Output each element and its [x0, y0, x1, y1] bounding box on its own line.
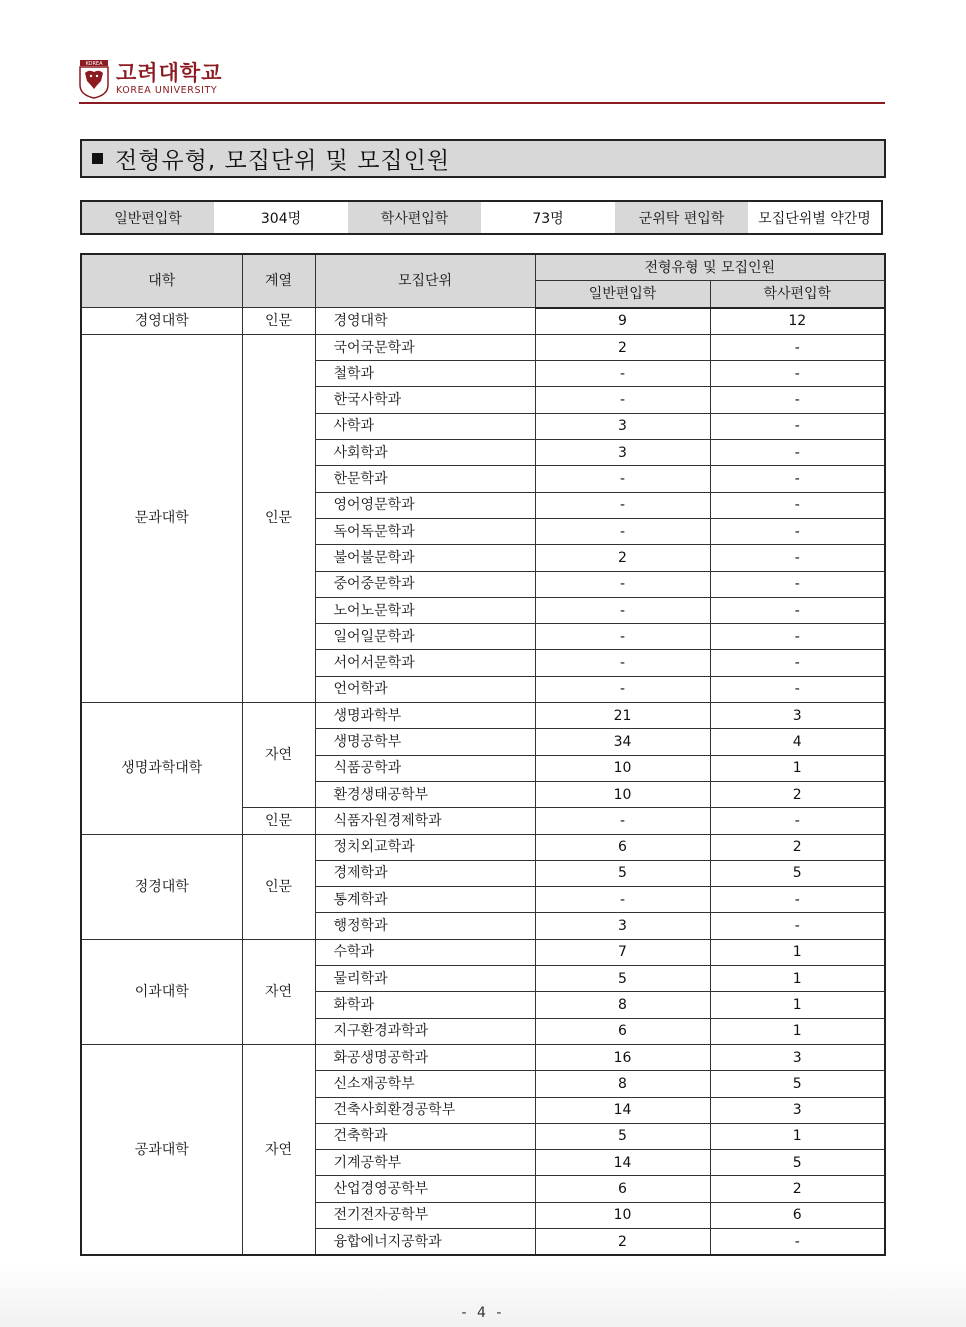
- bachelor-count-cell: -: [710, 808, 885, 834]
- unit-cell: 환경생태공학부: [315, 781, 535, 807]
- bachelor-count-cell: 2: [710, 781, 885, 807]
- college-cell: 생명과학대학: [81, 703, 242, 834]
- bachelor-count-cell: 5: [710, 1150, 885, 1176]
- general-count-cell: 3: [535, 440, 710, 466]
- header-bachelor-transfer: 학사편입학: [710, 281, 885, 308]
- bachelor-count-cell: 5: [710, 1071, 885, 1097]
- general-count-cell: -: [535, 650, 710, 676]
- bachelor-transfer-label: 학사편입학: [348, 201, 481, 234]
- general-count-cell: -: [535, 361, 710, 387]
- unit-cell: 수학과: [315, 939, 535, 965]
- bachelor-count-cell: -: [710, 913, 885, 939]
- bachelor-count-cell: 2: [710, 834, 885, 860]
- track-cell: 자연: [242, 1044, 315, 1255]
- bachelor-count-cell: -: [710, 624, 885, 650]
- bachelor-count-cell: -: [710, 518, 885, 544]
- unit-cell: 식품자원경제학과: [315, 808, 535, 834]
- unit-cell: 영어영문학과: [315, 492, 535, 518]
- general-count-cell: 14: [535, 1097, 710, 1123]
- unit-cell: 철학과: [315, 361, 535, 387]
- bachelor-count-cell: -: [710, 597, 885, 623]
- table-body: [81, 308, 885, 1256]
- general-count-cell: 2: [535, 334, 710, 360]
- general-count-cell: -: [535, 466, 710, 492]
- general-count-cell: -: [535, 492, 710, 518]
- unit-cell: 한문학과: [315, 466, 535, 492]
- general-count-cell: 10: [535, 755, 710, 781]
- bachelor-count-cell: -: [710, 413, 885, 439]
- bachelor-count-cell: -: [710, 650, 885, 676]
- bachelor-count-cell: -: [710, 676, 885, 702]
- bachelor-count-cell: 1: [710, 966, 885, 992]
- unit-cell: 노어노문학과: [315, 597, 535, 623]
- bachelor-count-cell: 1: [710, 939, 885, 965]
- general-count-cell: 34: [535, 729, 710, 755]
- unit-cell: 독어독문학과: [315, 518, 535, 544]
- general-count-cell: 5: [535, 1123, 710, 1149]
- unit-cell: 한국사학과: [315, 387, 535, 413]
- track-cell: 인문: [242, 808, 315, 834]
- general-count-cell: -: [535, 676, 710, 702]
- unit-cell: 경제학과: [315, 860, 535, 886]
- unit-cell: 생명공학부: [315, 729, 535, 755]
- unit-cell: 통계학과: [315, 887, 535, 913]
- general-count-cell: 6: [535, 834, 710, 860]
- general-count-cell: 16: [535, 1044, 710, 1070]
- general-count-cell: 10: [535, 1202, 710, 1228]
- bachelor-count-cell: 4: [710, 729, 885, 755]
- bachelor-count-cell: -: [710, 545, 885, 571]
- square-bullet-icon: [92, 153, 103, 164]
- bachelor-count-cell: 1: [710, 992, 885, 1018]
- track-cell: 인문: [242, 334, 315, 702]
- logo-english-name: KOREA UNIVERSITY: [116, 85, 218, 96]
- logo-korean-name: 고려대학교: [116, 61, 223, 85]
- unit-cell: 화공생명공학과: [315, 1044, 535, 1070]
- track-cell: 인문: [242, 834, 315, 939]
- quota-summary-table: [80, 200, 883, 235]
- university-logo: [79, 57, 222, 101]
- header-track: 계열: [242, 254, 315, 308]
- bachelor-count-cell: 3: [710, 703, 885, 729]
- bachelor-count-cell: -: [710, 492, 885, 518]
- unit-cell: 생명과학부: [315, 703, 535, 729]
- unit-cell: 화학과: [315, 992, 535, 1018]
- general-count-cell: 21: [535, 703, 710, 729]
- general-count-cell: 14: [535, 1150, 710, 1176]
- unit-cell: 일어일문학과: [315, 624, 535, 650]
- unit-cell: 사학과: [315, 413, 535, 439]
- general-count-cell: 8: [535, 992, 710, 1018]
- general-transfer-value: 304명: [260, 210, 302, 227]
- general-count-cell: -: [535, 387, 710, 413]
- general-count-cell: 9: [535, 308, 710, 335]
- general-count-cell: -: [535, 887, 710, 913]
- bachelor-count-cell: -: [710, 571, 885, 597]
- bachelor-count-cell: 3: [710, 1044, 885, 1070]
- university-seal-icon: [79, 59, 109, 99]
- unit-cell: 건축학과: [315, 1123, 535, 1149]
- unit-cell: 경영대학: [315, 308, 535, 335]
- table-row: [81, 308, 885, 335]
- college-cell: 공과대학: [81, 1044, 242, 1255]
- general-count-cell: -: [535, 808, 710, 834]
- general-count-cell: 5: [535, 860, 710, 886]
- page-number: - 4 -: [461, 1305, 505, 1321]
- general-count-cell: -: [535, 624, 710, 650]
- bachelor-count-cell: -: [710, 887, 885, 913]
- track-cell: 자연: [242, 703, 315, 808]
- unit-cell: 중어중문학과: [315, 571, 535, 597]
- table-row: [81, 834, 885, 860]
- general-count-cell: -: [535, 597, 710, 623]
- general-count-cell: 6: [535, 1176, 710, 1202]
- bachelor-count-cell: 3: [710, 1097, 885, 1123]
- bachelor-count-cell: 1: [710, 1018, 885, 1044]
- unit-cell: 사회학과: [315, 440, 535, 466]
- unit-cell: 국어국문학과: [315, 334, 535, 360]
- bachelor-count-cell: -: [710, 466, 885, 492]
- unit-cell: 기계공학부: [315, 1150, 535, 1176]
- unit-cell: 식품공학과: [315, 755, 535, 781]
- unit-cell: 건축사회환경공학부: [315, 1097, 535, 1123]
- bachelor-count-cell: -: [710, 440, 885, 466]
- college-cell: 정경대학: [81, 834, 242, 939]
- table-row: [81, 703, 885, 729]
- section-title-text: 전형유형, 모집단위 및 모집인원: [115, 148, 451, 174]
- admission-quota-table: [80, 253, 886, 1256]
- bachelor-count-cell: -: [710, 334, 885, 360]
- general-count-cell: 3: [535, 413, 710, 439]
- bachelor-count-cell: -: [710, 1228, 885, 1255]
- unit-cell: 서어서문학과: [315, 650, 535, 676]
- bachelor-count-cell: -: [710, 387, 885, 413]
- table-row: [81, 1044, 885, 1070]
- college-cell: 경영대학: [81, 308, 242, 335]
- header-admission-group: 전형유형 및 모집인원: [535, 254, 885, 281]
- general-transfer-label: 일반편입학: [81, 201, 214, 234]
- bachelor-transfer-value: 73명: [532, 210, 564, 227]
- bachelor-count-cell: 1: [710, 755, 885, 781]
- unit-cell: 산업경영공학부: [315, 1176, 535, 1202]
- bachelor-count-cell: 12: [710, 308, 885, 335]
- general-count-cell: -: [535, 518, 710, 544]
- table-row: [81, 939, 885, 965]
- college-cell: 문과대학: [81, 334, 242, 702]
- military-transfer-label: 군위탁 편입학: [615, 201, 748, 234]
- military-transfer-value: 모집단위별 약간명: [758, 210, 871, 227]
- bachelor-count-cell: 2: [710, 1176, 885, 1202]
- college-cell: 이과대학: [81, 939, 242, 1044]
- general-count-cell: 6: [535, 1018, 710, 1044]
- general-count-cell: 3: [535, 913, 710, 939]
- general-count-cell: 2: [535, 545, 710, 571]
- table-row: [81, 334, 885, 360]
- section-title: [80, 139, 886, 178]
- bachelor-count-cell: 5: [710, 860, 885, 886]
- bachelor-count-cell: 1: [710, 1123, 885, 1149]
- general-count-cell: 10: [535, 781, 710, 807]
- track-cell: 자연: [242, 939, 315, 1044]
- general-count-cell: 2: [535, 1228, 710, 1255]
- general-count-cell: 8: [535, 1071, 710, 1097]
- unit-cell: 언어학과: [315, 676, 535, 702]
- general-count-cell: 5: [535, 966, 710, 992]
- unit-cell: 정치외교학과: [315, 834, 535, 860]
- general-count-cell: -: [535, 571, 710, 597]
- header-general-transfer: 일반편입학: [535, 281, 710, 308]
- header-unit: 모집단위: [315, 254, 535, 308]
- header-divider: [79, 102, 885, 104]
- svg-text:KOREA: KOREA: [85, 61, 103, 67]
- unit-cell: 행정학과: [315, 913, 535, 939]
- unit-cell: 물리학과: [315, 966, 535, 992]
- bachelor-count-cell: -: [710, 361, 885, 387]
- unit-cell: 신소재공학부: [315, 1071, 535, 1097]
- unit-cell: 지구환경과학과: [315, 1018, 535, 1044]
- bachelor-count-cell: 6: [710, 1202, 885, 1228]
- general-count-cell: 7: [535, 939, 710, 965]
- unit-cell: 융합에너지공학과: [315, 1228, 535, 1255]
- track-cell: 인문: [242, 308, 315, 335]
- unit-cell: 불어불문학과: [315, 545, 535, 571]
- unit-cell: 전기전자공학부: [315, 1202, 535, 1228]
- header-college: 대학: [81, 254, 242, 308]
